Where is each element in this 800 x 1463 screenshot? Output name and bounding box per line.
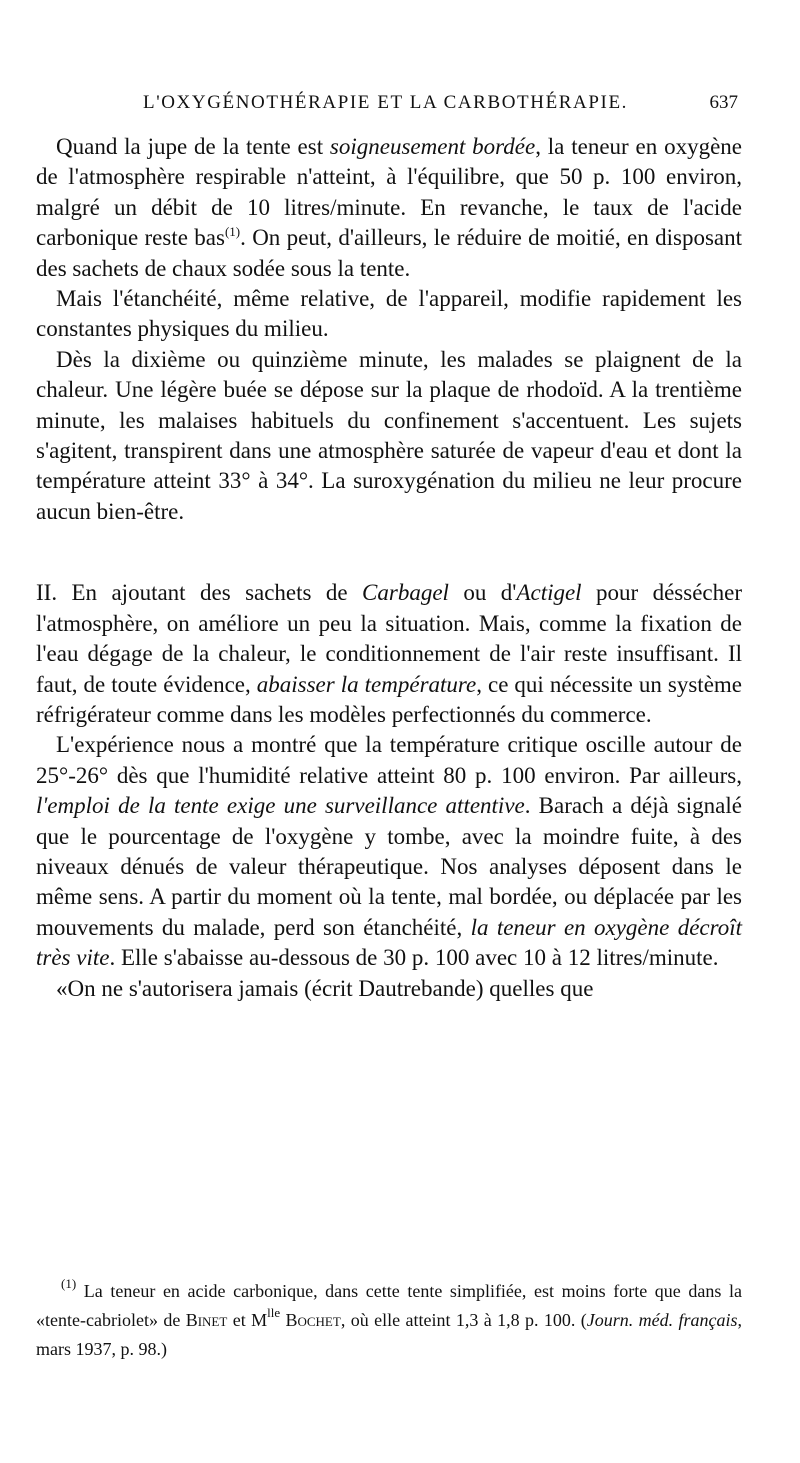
emphasis: abaisser la température	[256, 671, 477, 697]
paragraph-3: Dès la dixième ou quinzième minute, les malades se plaignent de la chaleur. Une légère buée se dépose sur la plaque de rhodoïd. A la trentième minute, les malaises habituels du confinement s'accentuent. Les sujets s'agitent, transpirent dans une atmosphère saturée de vapeur d'eau et dont la température atteint 33° à 34°. La suroxygénation du milieu ne leur procure aucun bien-être.	[36, 346, 742, 524]
title-abbrev: lle	[267, 1305, 281, 1320]
emphasis: Carbagel	[362, 580, 449, 606]
text-run: , ce qui nécessite un système réfrigérateur comme dans les modèles perfectionnés du commerce.	[36, 671, 742, 727]
text-run: . Elle s'abaisse au-dessous de 30 p. 100 avec 10 à 12 litres/minute.	[109, 945, 719, 971]
paragraph-1	[36, 132, 742, 284]
text-run: , mars 1937, p. 98.)	[36, 1310, 743, 1359]
text-run: , où elle atteint 1,3 à 1,8 p. 100. (	[340, 1310, 587, 1330]
journal-title: Journ. méd. français	[586, 1310, 738, 1330]
running-header	[143, 92, 738, 118]
text-run: ou d'	[448, 580, 517, 606]
text-run: La teneur en acide carbonique, dans cette tente simplifiée, est moins forte que dans la «tente-cabriolet» de	[36, 1281, 742, 1330]
page-number: 637	[709, 92, 738, 113]
footnote-text	[36, 1277, 742, 1364]
paragraph-2: Mais l'étanchéité, même relative, de l'appareil, modifie rapidement les constantes physiques du milieu.	[36, 286, 742, 342]
paragraph-6: «On ne s'autorisera jamais (écrit Dautrebande) quelles que	[56, 975, 594, 1001]
footnote	[36, 1277, 742, 1364]
text-run: pour déssécher l'atmosphère, on améliore un peu la situation. Mais, comme la fixation de l'eau dégage de la chaleur, le conditionnement de l'air reste insuffisant. Il faut, de toute évidence,	[36, 580, 742, 697]
footnote-marker: (1)	[61, 1276, 77, 1291]
emphasis: l'emploi de la tente exige une surveillance attentive	[36, 793, 525, 819]
running-title: L'OXYGÉNOTHÉRAPIE ET LA CARBOTHÉRAPIE.	[143, 92, 629, 113]
emphasis: Actigel	[516, 580, 582, 606]
emphasis: la teneur en oxygène décroît très vite	[36, 914, 742, 971]
text-run: L'expérience nous a montré que la température critique oscille autour de 25°-26° dès que l'humidité relative atteint 80 p. 100 environ. Par ailleurs,	[36, 732, 742, 788]
paragraph-section-ii	[36, 578, 742, 730]
emphasis: soigneusement bordée	[329, 134, 536, 159]
main-text	[36, 132, 742, 1004]
text-run: . Barach a déjà signalé que le pourcentage de l'oxygène y tombe, avec la moindre fuite, à des niveaux dénués de valeur thérapeutique. Nos analyses déposent dans le même sens. A partir du moment où la tente, mal bordée, ou déplacée par les mouvements du malade, perd son étanchéité,	[36, 793, 742, 940]
text-run: , la teneur en oxygène de l'atmosphère respirable n'atteint, à l'équilibre, que 50 p. 100 environ, malgré un débit de 10 litres/minute. En revanche, le taux de l'acide carbonique reste bas	[36, 134, 742, 251]
text-run: et M	[227, 1310, 268, 1330]
text-run: . On peut, d'ailleurs, le réduire de moitié, en disposant des sachets de chaux sodée sous la tente.	[36, 225, 742, 281]
text-run: II. En ajoutant des sachets de	[36, 580, 363, 606]
author-name: Bochet	[280, 1310, 341, 1330]
author-name: Binet	[185, 1310, 228, 1330]
paragraph-5	[36, 730, 742, 973]
text-run: Quand la jupe de la tente est	[56, 134, 330, 159]
footnote-reference: (1)	[224, 224, 241, 240]
